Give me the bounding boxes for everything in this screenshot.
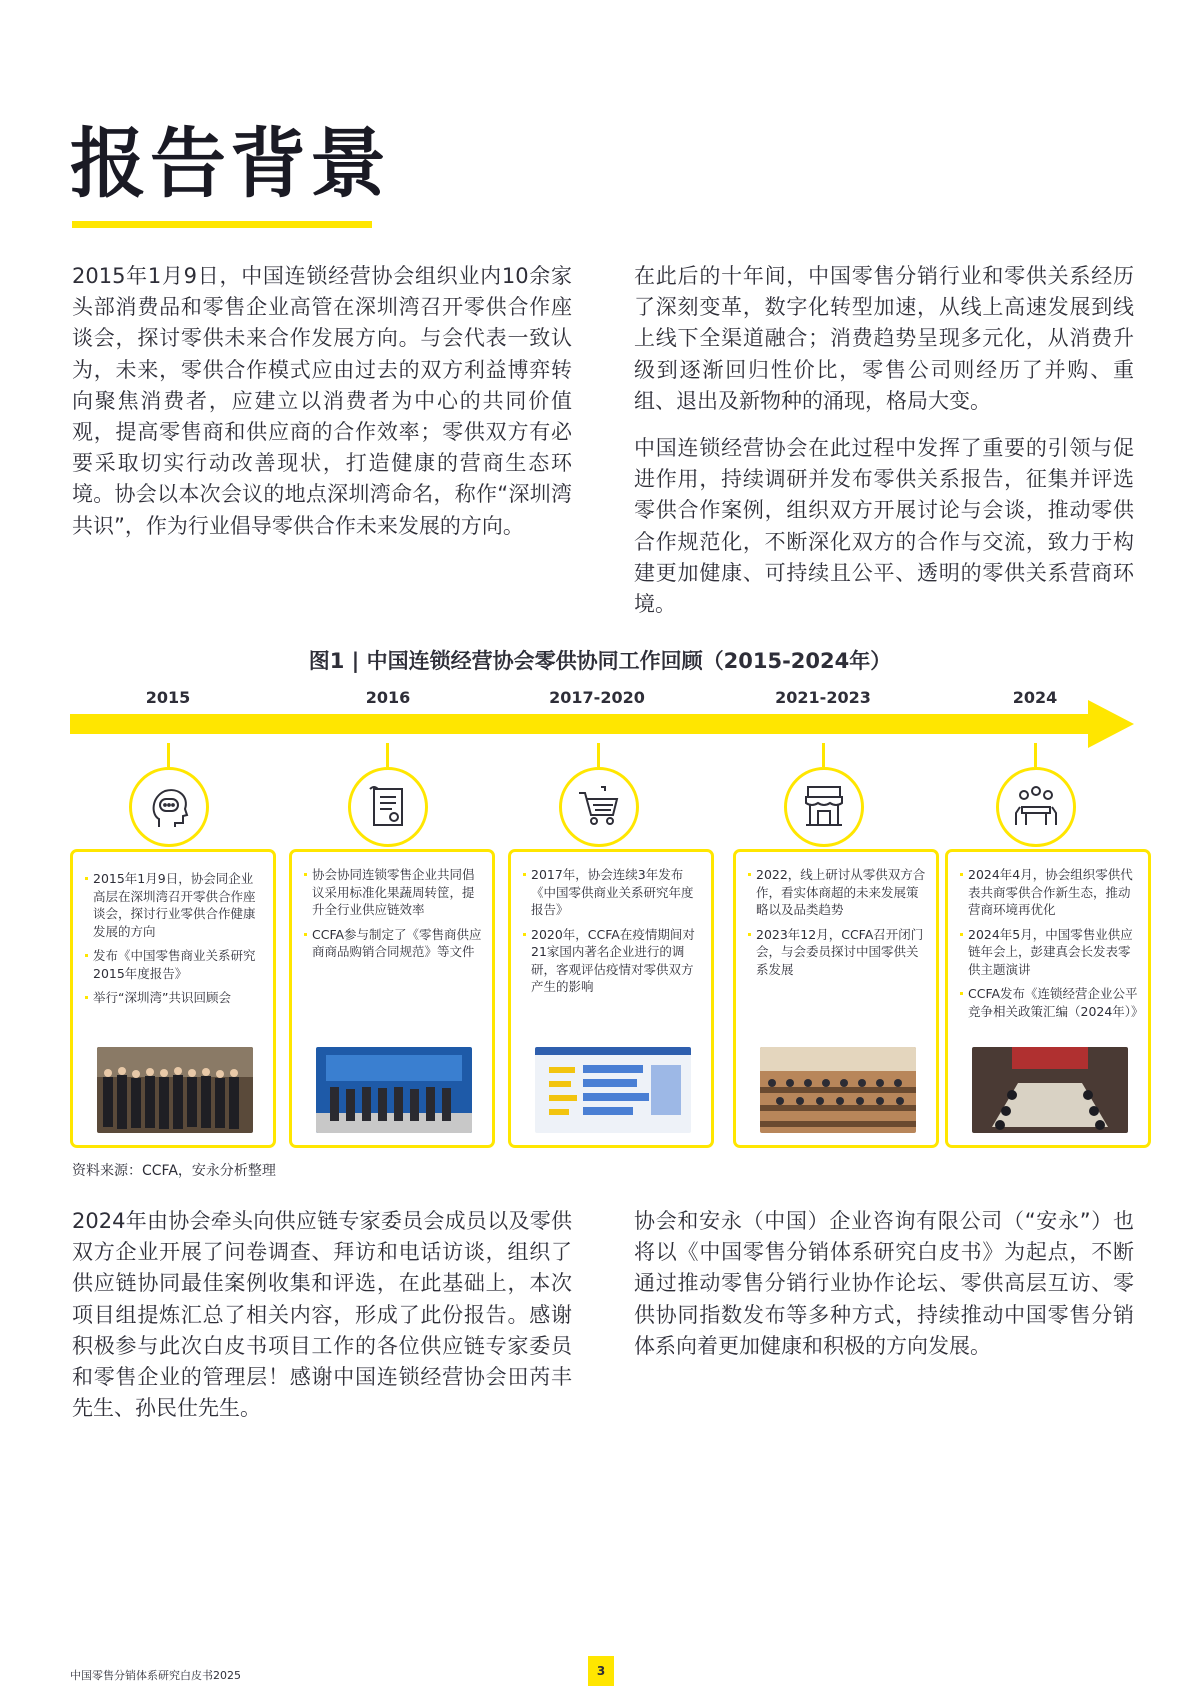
year-label-2016: 2016 bbox=[365, 688, 411, 707]
year-label-2024: 2024 bbox=[1012, 688, 1058, 707]
timeline-card-2017-2020 bbox=[508, 849, 714, 1148]
shopping-cart-icon bbox=[575, 783, 623, 831]
head-speech-icon bbox=[145, 783, 193, 831]
intro-paragraph-2: 在此后的十年间，中国零售分销行业和零供关系经历了深刻变革，数字化转型加速，从线上高速发展到线上线下全渠道融合；消费趋势呈现多元化，从消费升级到逐渐回归性价比，零售公司则经历了并购、重组、退出及新物种的涌现，格局大变。 bbox=[634, 264, 1134, 413]
meeting-icon bbox=[1012, 783, 1060, 831]
card-item: 2015年1月9日，协会同企业高层在深圳湾召开零供合作座谈会，探讨行业零供合作健康发展的方向 bbox=[85, 870, 263, 940]
intro-paragraph-1: 2015年1月9日，中国连锁经营协会组织业内10余家头部消费品和零售企业高管在深圳湾召开零供合作座谈会，探讨零供未来合作发展方向。与会代表一致认为，未来，零供合作模式应由过去的双方利益博弈转向聚焦消费者，应建立以消费者为中心的共同价值观，提高零售商和供应商的合作效率；零供双方有必要采取切实行动改善现状，打造健康的营商生态环境。协会以本次会议的地点深圳湾命名，称作“深圳湾共识”，作为行业倡导零供合作未来发展的方向。 bbox=[72, 264, 572, 538]
event-photo bbox=[760, 1047, 916, 1133]
card-item: CCFA发布《连锁经营企业公平竞争相关政策汇编（2024年）》 bbox=[960, 985, 1138, 1020]
timeline-card-2016 bbox=[289, 849, 495, 1148]
event-photo bbox=[972, 1047, 1128, 1133]
timeline-icon-2016 bbox=[348, 767, 428, 847]
title-underline bbox=[72, 221, 372, 228]
card-item: 2020年，CCFA在疫情期间对21家国内著名企业进行的调研，客观评估疫情对零供双方产生的影响 bbox=[523, 926, 701, 996]
timeline-connector bbox=[597, 743, 600, 767]
timeline-icon-2024 bbox=[996, 767, 1076, 847]
timeline-card-2021-2023 bbox=[733, 849, 939, 1148]
year-label-2017-2020: 2017-2020 bbox=[549, 688, 645, 707]
card-item: 协会协同连锁零售企业共同倡议采用标准化果蔬周转筐，提升全行业供应链效率 bbox=[304, 866, 482, 919]
card-item: 举行“深圳湾”共识回顾会 bbox=[85, 989, 263, 1007]
card-item: 2024年5月，中国零售业供应链年会上，彭建真会长发表零供主题演讲 bbox=[960, 926, 1138, 979]
page-title: 报告背景 bbox=[70, 119, 390, 208]
closing-paragraph-1: 2024年由协会牵头向供应链专家委员会成员以及零供双方企业开展了问卷调查、拜访和电话访谈，组织了供应链协同最佳案例收集和评选，在此基础上，本次项目组提炼汇总了相关内容，形成了此份报告。感谢积极参与此次白皮书项目工作的各位供应链专家委员和零售企业的管理层！感谢中国连锁经营协会田芮丰先生、孙民仕先生。 bbox=[72, 1209, 572, 1421]
timeline-card-2015 bbox=[70, 849, 276, 1148]
timeline-connector bbox=[167, 743, 170, 767]
card-item: 2023年12月，CCFA召开闭门会，与会委员探讨中国零供关系发展 bbox=[748, 926, 926, 979]
card-item: 2024年4月，协会组织零供代表共商零供合作新生态，推动营商环境再优化 bbox=[960, 866, 1138, 919]
card-item: 2017年，协会连续3年发布《中国零供商业关系研究年度报告》 bbox=[523, 866, 701, 919]
year-label-2015: 2015 bbox=[145, 688, 191, 707]
timeline-connector bbox=[386, 743, 389, 767]
timeline-connector bbox=[822, 743, 825, 767]
card-item: 发布《中国零售商业关系研究 2015年度报告》 bbox=[85, 947, 263, 982]
report-thumbnail bbox=[535, 1047, 691, 1133]
footer-title: 中国零售分销体系研究白皮书2025 bbox=[70, 1669, 241, 1682]
figure-source: 资料来源：CCFA，安永分析整理 bbox=[72, 1163, 276, 1179]
event-photo bbox=[97, 1047, 253, 1133]
timeline-arrow bbox=[70, 700, 1140, 748]
closing-paragraph-2: 协会和安永（中国）企业咨询有限公司（“安永”）也将以《中国零售分销体系研究白皮书》为起点，不断通过推动零售分销行业协作论坛、零供高层互访、零供协同指数发布等多种方式，持续推动中国零售分销体系向着更加健康和积极的方向发展。 bbox=[634, 1209, 1134, 1358]
event-photo bbox=[316, 1047, 472, 1133]
timeline-icon-2015 bbox=[129, 767, 209, 847]
intro-paragraph-3: 中国连锁经营协会在此过程中发挥了重要的引领与促进作用，持续调研并发布零供关系报告，征集并评选零供合作案例，组织双方开展讨论与会谈，推动零供合作规范化，不断深化双方的合作与交流，致力于构建更加健康、可持续且公平、透明的零供关系营商环境。 bbox=[634, 436, 1134, 617]
timeline-card-2024 bbox=[945, 849, 1151, 1148]
storefront-icon bbox=[800, 783, 848, 831]
timeline-icon-2017-2020 bbox=[559, 767, 639, 847]
timeline-icon-2021-2023 bbox=[784, 767, 864, 847]
certificate-icon bbox=[364, 783, 412, 831]
page-number: 3 bbox=[588, 1656, 614, 1686]
figure-title: 图1 | 中国连锁经营协会零供协同工作回顾（2015-2024年） bbox=[308, 649, 892, 673]
year-label-2021-2023: 2021-2023 bbox=[775, 688, 871, 707]
card-item: CCFA参与制定了《零售商供应商商品购销合同规范》等文件 bbox=[304, 926, 482, 961]
timeline-connector bbox=[1034, 743, 1037, 767]
card-item: 2022，线上研讨从零供双方合作，看实体商超的未来发展策略以及品类趋势 bbox=[748, 866, 926, 919]
